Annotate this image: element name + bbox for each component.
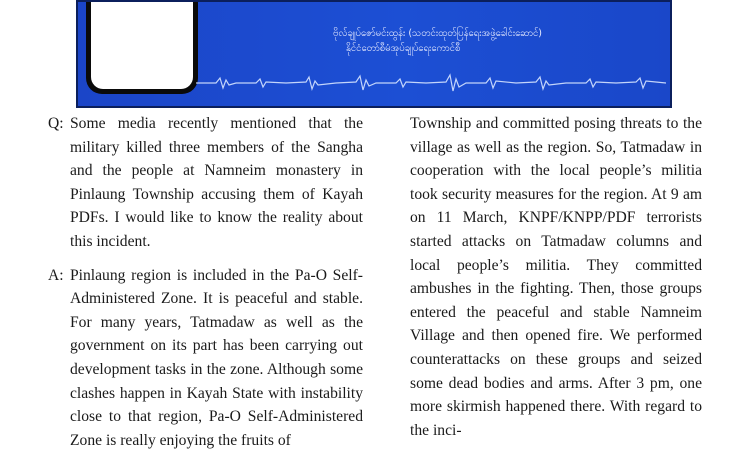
banner-caption-line1: ဗိုလ်ချုပ်ဇော်မင်းထွန်း (သတင်းထုတ်ပြန်ရေးအဖွဲ့ခေါင်းဆောင်) — [333, 28, 542, 39]
phone-screen — [91, 0, 193, 89]
video-banner — [76, 0, 672, 108]
right-column-text: Township and committed posing threats to the village as well as the region. So, Tatmadaw in cooperation with the local people’s militia took security measures for the region. At 9 am on 11 March, KNPF/KNPP/PDF terrorists started attacks on Tatmadaw columns and local people’s militia. They committed ambushes in the fighting. Then, those groups entered the peaceful and stable Namneim Village and then opened fire. We performed counterattacks on these groups and seized some dead bodies and arms. After 3 pm, one more skirmish happened there. With regard to the inci- — [410, 115, 702, 439]
answer-marker: A: — [48, 266, 64, 284]
article-right-column — [410, 112, 702, 442]
answer-block — [48, 264, 363, 453]
article-left-column — [48, 112, 363, 462]
question-marker: Q: — [48, 115, 64, 132]
question-block — [48, 112, 363, 254]
phone-image — [86, 0, 198, 94]
question-text: Some media recently mentioned that the military killed three members of the Sangha and the people at Namneim monastery in Pinlaung Township accusing them of Kayah PDFs. I would like to know the reality about this incident. — [70, 115, 363, 250]
answer-text: Pinlaung region is included in the Pa-O Self-Administered Zone. It is peaceful and stable. For many years, Tatmadaw as well as the government on its part has been carrying out development tasks in the zone. Although some clashes happen in Kayah State with instability close to that region, Pa-O Self-Administered Zone is really enjoying the fruits of — [70, 266, 363, 449]
audio-waveform-icon — [196, 70, 666, 96]
banner-caption-line2: နိုင်ငံတော်စီမံအုပ်ချုပ်ရေးကောင်စီ — [346, 43, 461, 54]
